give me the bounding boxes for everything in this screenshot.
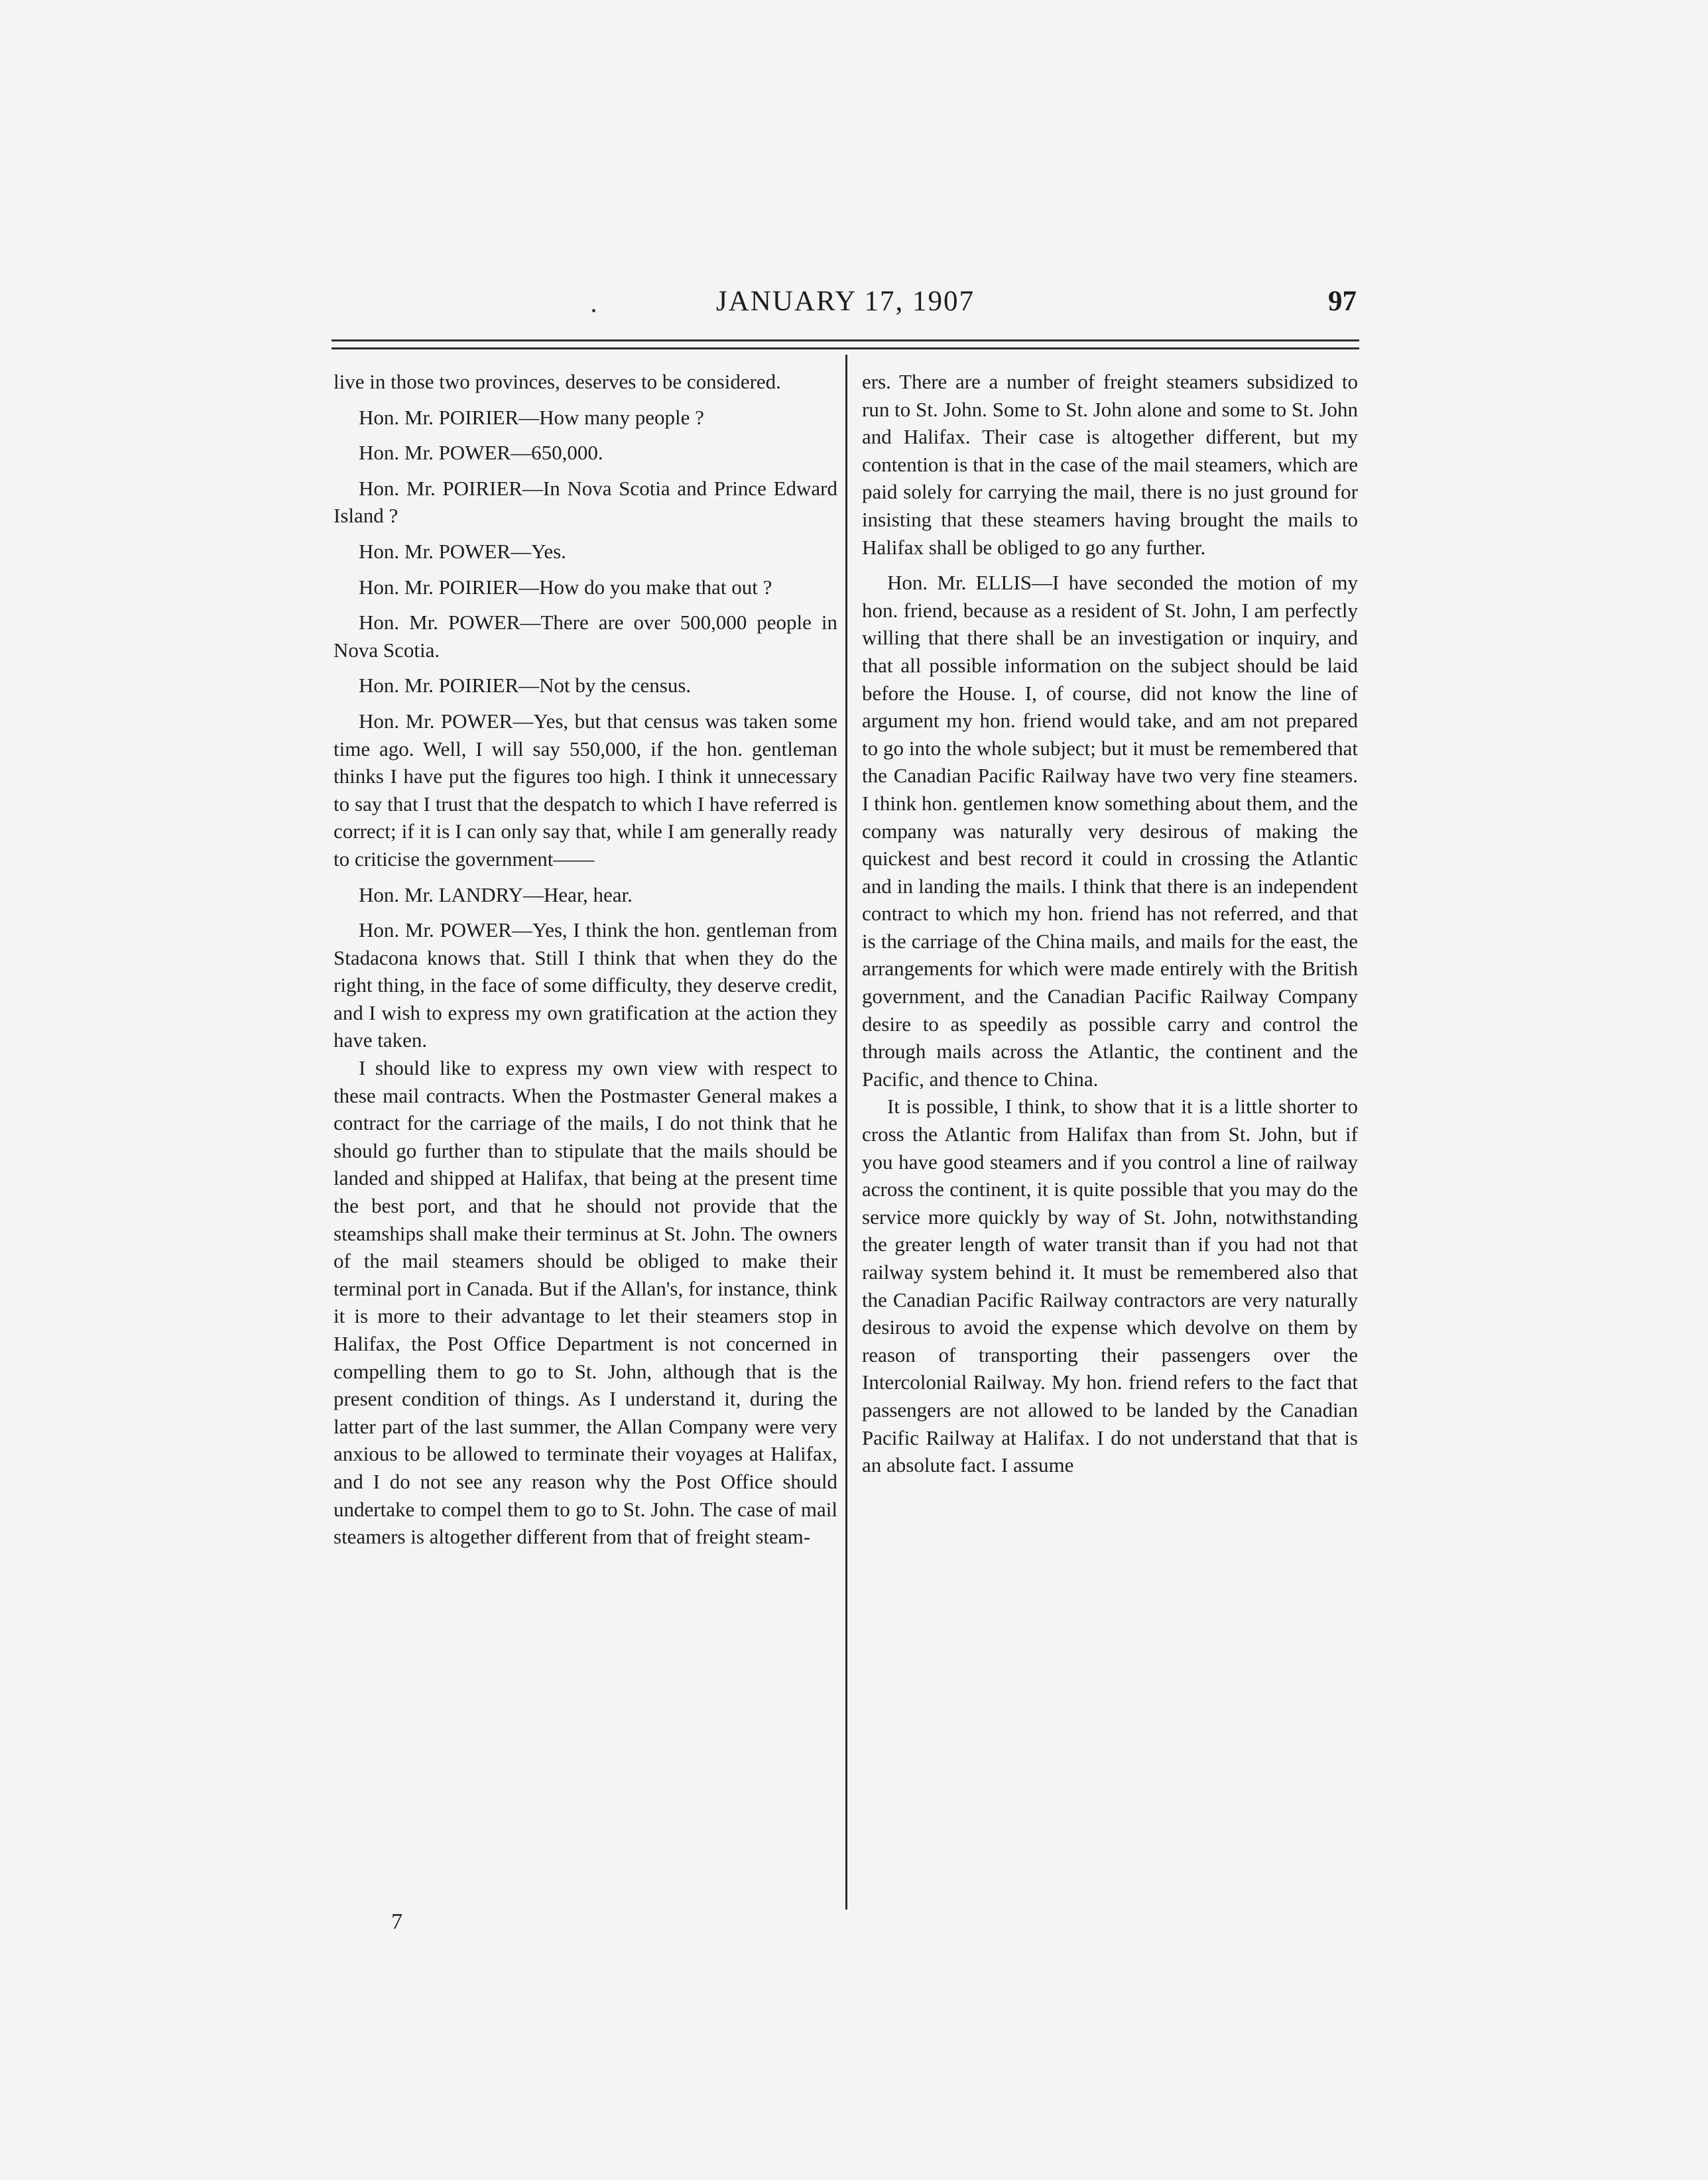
left-paragraph: Hon. Mr. POWER—Yes, but that census was taken some time ago. Well, I will say 550,000, if the hon. gentleman thinks I have put the figures too high. I think it unnecessary to say that I trust that the despatch to which I have referred is correct; if it is I can only say that, while I am generally ready to criticise the government—— [334,709,837,871]
column-divider [845,355,847,1909]
left-column [334,368,837,1551]
right-paragraph: ers. There are a number of freight steamers subsidized to run to St. John. Some to St. John alone and some to St. John and Halifax. Their case is altogether different, but my contention is that in the case of the mail steamers, which are paid solely for carrying the mail, there is no just ground for insisting that these steamers having brought the mails to Halifax shall be obliged to go any further. [862,370,1358,559]
left-paragraph: Hon. Mr. POIRIER—How many people ? [359,405,704,429]
left-paragraph: Hon. Mr. POIRIER—How do you make that out ? [359,575,772,599]
signature-mark: 7 [391,1909,402,1934]
left-paragraph: Hon. Mr. POWER—There are over 500,000 people in Nova Scotia. [334,611,837,662]
left-paragraph: I should like to express my own view with respect to these mail contracts. When the Postmaster General makes a contract for the carriage of the mails, I do not think that he should go further than to stipulate that the mails should be landed and shipped at Halifax, that being at the present time the best port, and that he should not provide that the steamships shall make their terminus at St. John. The owners of the mail steamers should be obliged to make their terminal port in Canada. But if the Allan's, for instance, think it is more to their advantage to let their steamers stop in Halifax, the Post Office Department is not concerned in compelling them to go to St. John, although that is the present condition of things. As I understand it, during the latter part of the last summer, the Allan Company were very anxious to be allowed to terminate their voyages at Halifax, and I do not see any reason why the Post Office should undertake to compel them to go to St. John. The case of mail steamers is altogether different from that of freight steam- [334,1056,837,1549]
left-paragraph: Hon. Mr. POWER—Yes. [359,539,566,563]
header-rule-top [332,339,1359,341]
header-rule-bottom [332,347,1359,349]
right-paragraph: Hon. Mr. ELLIS—I have seconded the motion of my hon. friend, because as a resident of St. John, I am perfectly willing that there shall be an investigation or inquiry, and that all possible information on the subject should be laid before the House. I, of course, did not know the line of argument my hon. friend would take, and am not prepared to go into the whole subject; but it must be remembered that the Canadian Pacific Railway have two very fine steamers. I think hon. gentlemen know something about them, and the company was naturally very desirous of making the quickest and best record it could in crossing the Atlantic and in landing the mails. I think that there is an independent contract to which my hon. friend has not referred, and that is the carriage of the China mails, and mails for the east, the arrangements for which were made entirely with the British government, and the Canadian Pacific Railway Company desire to as speedily as possible carry and control the through mails across the Atlantic, the continent and the Pacific, and thence to China. [862,571,1358,1091]
left-paragraph: Hon. Mr. POWER—Yes, I think the hon. gentleman from Stadacona knows that. Still I think that when they do the right thing, in the face of some difficulty, they deserve credit, and I wish to express my own gratification at the action they have taken. [334,918,837,1052]
left-paragraph: Hon. Mr. LANDRY—Hear, hear. [359,882,633,906]
left-paragraph: Hon. Mr. POIRIER—In Nova Scotia and Prince Edward Island ? [334,476,837,528]
left-paragraph: live in those two provinces, deserves to be considered. [334,370,781,393]
right-paragraph: It is possible, I think, to show that it is a little shorter to cross the Atlantic from Halifax than from St. John, but if you have good steamers and if you control a line of railway across the continent, it is quite possible that you may do the service more quickly by way of St. John, notwithstanding the greater length of water transit than if you had not that railway system behind it. It must be remembered also that the Canadian Pacific Railway contractors are very naturally desirous to avoid the expense which devolve on them by reason of transporting their passengers over the Intercolonial Railway. My hon. friend refers to the fact that passengers are not allowed to be landed by the Canadian Pacific Railway at Halifax. I do not understand that that is an absolute fact. I assume [862,1095,1358,1477]
left-paragraph: Hon. Mr. POIRIER—Not by the census. [359,674,692,697]
header-date: JANUARY 17, 1907 [716,286,975,317]
stray-dot [592,309,595,312]
right-column [862,368,1358,1479]
left-paragraph: Hon. Mr. POWER—650,000. [359,441,603,465]
page-number: 97 [1328,286,1357,317]
page-header [332,285,1359,332]
